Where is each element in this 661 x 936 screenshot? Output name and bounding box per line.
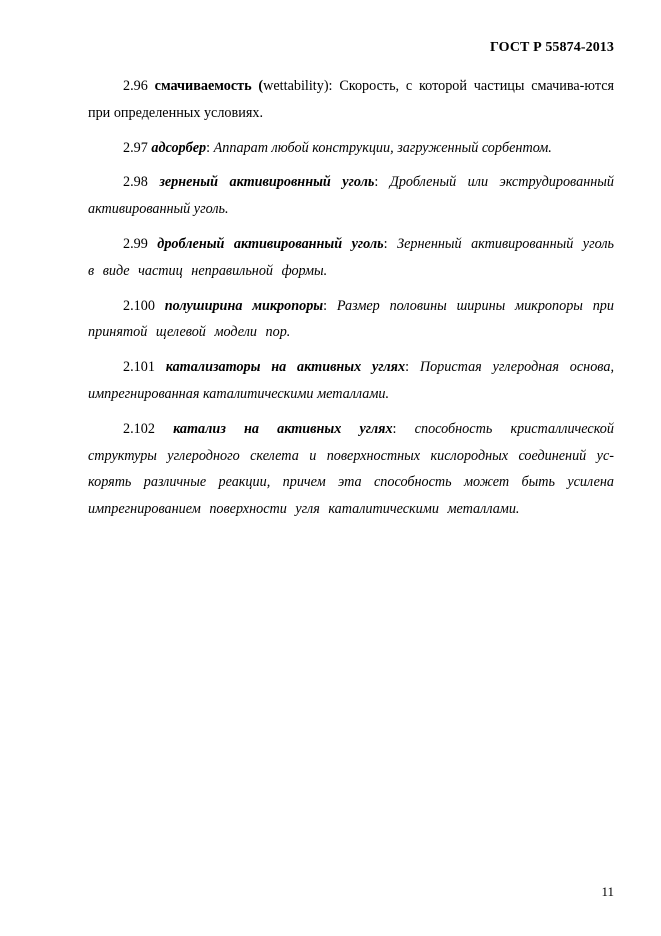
- entry-2-98: [88, 169, 614, 223]
- entry-2-100: [88, 293, 614, 347]
- entry-definition: Размер половины ширины микропоры при принятой щелевой модели пор.: [88, 297, 614, 341]
- entry-separator: :: [405, 359, 410, 376]
- entry-separator: :: [206, 139, 211, 156]
- entry-english-term: wettability: [263, 78, 324, 94]
- entry-number: 2.97: [123, 139, 148, 156]
- entry-term: смачиваемость (: [154, 78, 264, 94]
- entry-2-99: [88, 231, 614, 285]
- entry-separator: :: [323, 297, 328, 314]
- entry-separator: :: [392, 420, 397, 437]
- entry-term: катализ на активных углях: [173, 420, 393, 437]
- entry-definition: Скорость, с которой частицы смачива-ются при определенных условиях.: [88, 78, 615, 121]
- document-body: [88, 73, 614, 531]
- entry-2-97: [88, 135, 614, 162]
- entry-definition: Пористая углеродная основа, импрегнированная каталитическими металлами.: [88, 359, 615, 402]
- entry-term: дробленый активированный уголь: [157, 235, 384, 252]
- page-number: 11: [601, 884, 614, 899]
- entry-separator: :: [383, 235, 388, 252]
- entry-2-101: [88, 354, 614, 408]
- document-header: ГОСТ Р 55874-2013: [490, 40, 614, 55]
- entry-term: зерненый активировнный уголь: [159, 174, 375, 191]
- entry-2-96: [88, 73, 614, 127]
- entry-definition: Дробленый или экструдированный активированный уголь.: [88, 174, 614, 218]
- entry-term: адсорбер: [151, 139, 207, 156]
- entry-number: 2.96: [123, 78, 148, 94]
- entry-separator: ):: [323, 78, 333, 94]
- entry-definition: способность кристаллической структуры углеродного скелета и поверхностных кислородных соединений ус-корять различные реакции, причем эта способность может быть усилена импрегнированием поверхности угля каталитическими металлами.: [88, 420, 614, 518]
- entry-number: 2.100: [123, 297, 155, 314]
- entry-number: 2.102: [123, 420, 155, 437]
- entry-number: 2.98: [123, 174, 148, 191]
- entry-term: полуширина микропоры: [164, 297, 324, 314]
- entry-term: катализаторы на активных углях: [165, 359, 406, 376]
- entry-definition: Зерненный активированный уголь в виде частиц неправильной формы.: [88, 235, 615, 279]
- entry-number: 2.99: [123, 235, 148, 252]
- entry-separator: :: [374, 174, 379, 191]
- entry-definition: Аппарат любой конструкции, загруженный сорбентом.: [213, 139, 552, 156]
- entry-number: 2.101: [123, 359, 155, 376]
- entry-2-102: [88, 416, 614, 523]
